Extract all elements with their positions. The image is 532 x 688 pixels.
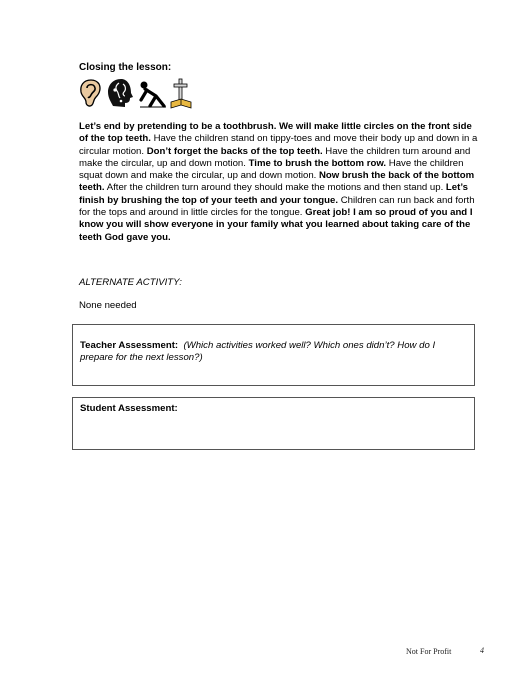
bold-instruction: Great job! I am so proud of you and I know you will show everyone in your family what you learned about taking care of the teeth God gave you. [79, 207, 473, 243]
body-text: Children can run back and forth for the tops and around in little circles for the tongue. [79, 194, 475, 219]
footer-text: Not For Profit [406, 647, 452, 656]
closing-paragraph [79, 121, 479, 244]
alternate-activity-value: None needed [79, 300, 137, 311]
teacher-assessment-box[interactable] [72, 324, 475, 386]
student-assessment-box[interactable] [72, 397, 475, 450]
alternate-activity-label: ALTERNATE ACTIVITY: [79, 277, 182, 288]
ear-icon [78, 78, 104, 108]
page-number: 4 [480, 646, 484, 655]
bold-instruction: Don’t forget the backs of the top teeth. [146, 145, 323, 157]
cross-bible-icon [169, 78, 193, 110]
closing-heading: Closing the lesson: [79, 62, 172, 73]
body-text: Have the children turn around and make the circular, up and down motion. [79, 145, 471, 169]
student-assessment-label: Student Assessment: [80, 403, 178, 414]
teacher-assessment-prompt: (Which activities worked well? Which ones didn’t? How do I prepare for the next lesson?) [80, 340, 436, 364]
teacher-assessment-label: Teacher Assessment: [80, 340, 179, 351]
body-text: After the children turn around they should make the motions and then stand up. [104, 182, 446, 194]
bold-instruction: Let’s end by pretending to be a toothbrush. We will make little circles on the front side of the top teeth. [79, 121, 472, 145]
body-text: Have the children squat down and make the circular, up and down motion. [79, 157, 464, 182]
bold-instruction: Now brush the back of the bottom teeth. [79, 170, 475, 194]
activity-icons [78, 78, 193, 110]
bold-instruction: Let’s finish by brushing the top of your teeth and your tongue. [79, 182, 468, 206]
bold-instruction: Time to brush the bottom row. [248, 157, 387, 169]
stretching-person-icon [138, 78, 168, 108]
head-profile-icon [105, 78, 137, 108]
body-text: Have the children stand on tippy-toes and move their body up and down in a circular motion. [79, 133, 478, 157]
